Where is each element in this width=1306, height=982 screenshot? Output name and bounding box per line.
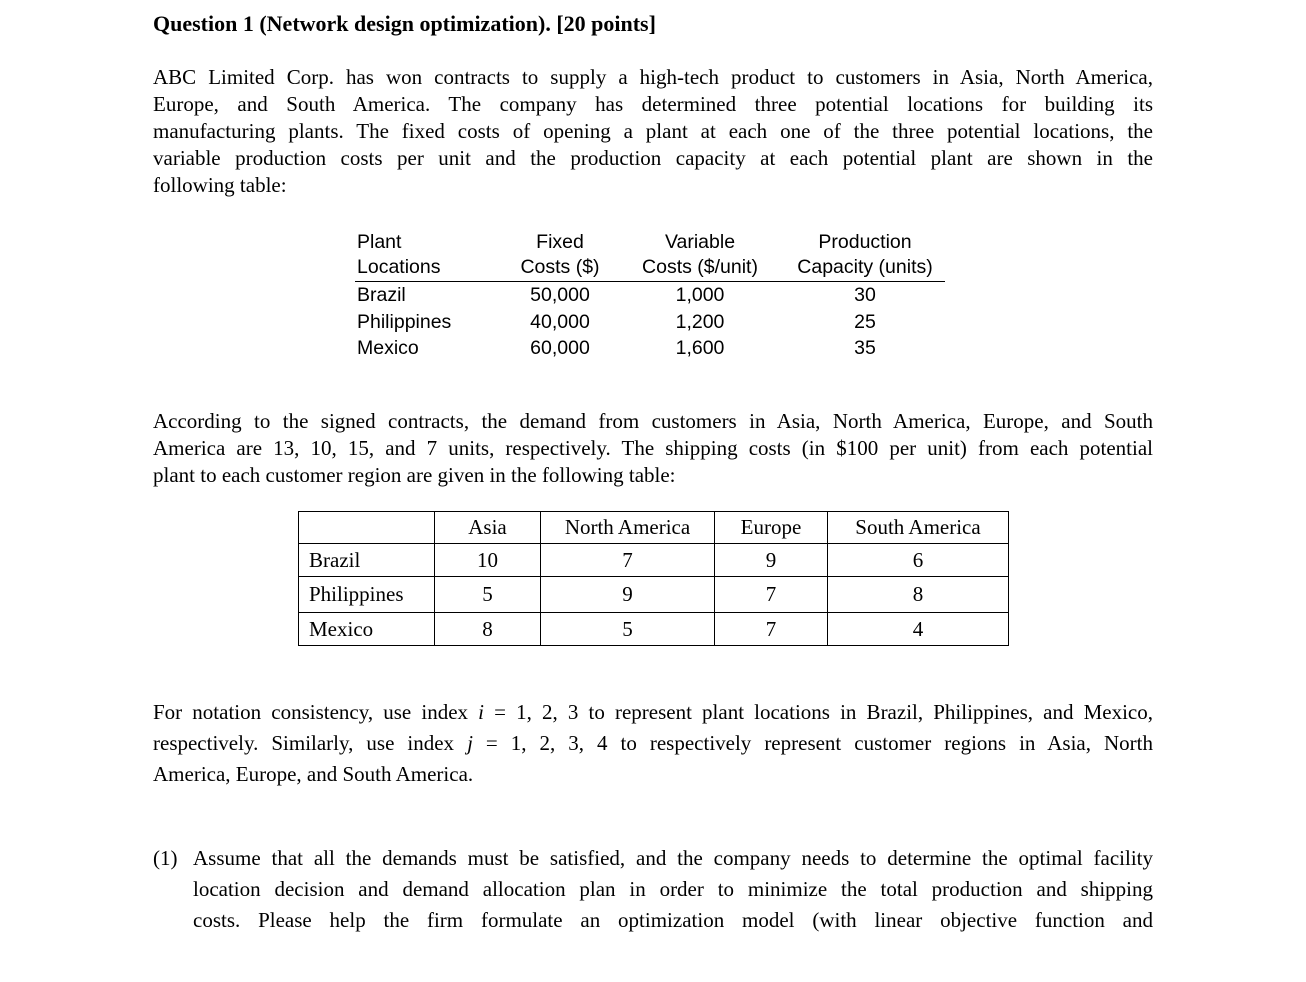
cell: Philippines [299, 577, 435, 613]
text-line: plant to each customer region are given in the following table: [153, 463, 676, 487]
cell: 30 [854, 284, 876, 306]
header-cell: Production [818, 231, 912, 253]
text-line: Europe, and South America. The company has determined three potential locations for building its [153, 92, 1153, 116]
cell: 7 [715, 577, 828, 613]
cell: 9 [715, 544, 828, 577]
cell: 50,000 [530, 284, 590, 306]
cell: 25 [854, 310, 876, 333]
cell: Brazil [357, 284, 406, 306]
text-line: Assume that all the demands must be satisfied, and the company needs to determine the optimal facility [193, 846, 1153, 870]
table-row [355, 335, 945, 362]
cell: 1,600 [675, 337, 725, 359]
text-line: following table: [153, 173, 287, 197]
text-line: America, Europe, and South America. [153, 762, 474, 786]
table-row [299, 577, 1009, 613]
cell: 60,000 [530, 337, 590, 359]
table-row [355, 309, 945, 336]
cell: 4 [828, 613, 1009, 646]
plant-table-header-row-2 [355, 255, 945, 282]
cell: 6 [828, 544, 1009, 577]
cell: 8 [828, 577, 1009, 613]
plant-table [355, 230, 945, 362]
header-cell [299, 512, 435, 544]
header-cell: Variable [664, 231, 736, 253]
text-line: location decision and demand allocation plan in order to minimize the total production and shipping [193, 877, 1153, 901]
cell: 5 [435, 577, 541, 613]
cell: 40,000 [530, 310, 590, 333]
header-cell: Capacity (units) [797, 256, 933, 278]
subquestion-number: (1) [153, 846, 178, 870]
cell: Philippines [357, 310, 452, 333]
header-cell: North America [541, 512, 715, 544]
table-row [299, 544, 1009, 577]
cell: Mexico [357, 337, 419, 359]
text-line [153, 728, 1153, 759]
header-cell: Asia [435, 512, 541, 544]
cell: 35 [854, 337, 876, 359]
index-i: i [478, 700, 484, 724]
header-cell: Locations [357, 256, 441, 278]
text: = 1, 2, 3 to represent plant locations in Brazil, Philippines, and Mexico, [484, 700, 1153, 724]
text: respectively. Similarly, use index [153, 731, 468, 755]
index-j: j [467, 731, 473, 755]
cell: Brazil [299, 544, 435, 577]
text-line: ABC Limited Corp. has won contracts to supply a high-tech product to customers in Asia, North America, [153, 65, 1153, 89]
cell: 7 [541, 544, 715, 577]
text-line: According to the signed contracts, the demand from customers in Asia, North America, Europe, and South [153, 409, 1153, 433]
cell: 9 [541, 577, 715, 613]
table-row [299, 613, 1009, 646]
header-cell: Costs ($/unit) [642, 256, 758, 278]
text-line: variable production costs per unit and the production capacity at each potential plant are shown in the [153, 146, 1153, 170]
cell: 8 [435, 613, 541, 646]
question-title: Question 1 (Network design optimization). [20 points] [153, 11, 656, 36]
cell: 1,200 [675, 310, 725, 333]
text: = 1, 2, 3, 4 to respectively represent customer regions in Asia, North [472, 731, 1153, 755]
table-header-row [299, 512, 1009, 544]
text-line: America are 13, 10, 15, and 7 units, respectively. The shipping costs (in $100 per unit) from each potential [153, 436, 1153, 460]
table-row [355, 282, 945, 309]
cell: 1,000 [675, 284, 725, 306]
text: For notation consistency, use index [153, 700, 479, 724]
plant-table-header-row-1 [355, 230, 945, 255]
demand-paragraph [153, 408, 1153, 489]
cell: Mexico [299, 613, 435, 646]
notation-paragraph [153, 697, 1153, 790]
subquestion-text [193, 843, 1153, 936]
cell: 7 [715, 613, 828, 646]
intro-paragraph [153, 64, 1153, 199]
header-cell: Plant [357, 231, 402, 253]
shipping-cost-table [298, 511, 1009, 646]
header-cell: South America [828, 512, 1009, 544]
header-cell: Europe [715, 512, 828, 544]
text-line: manufacturing plants. The fixed costs of opening a plant at each one of the three potential locations, the [153, 119, 1153, 143]
header-cell: Fixed [536, 231, 584, 253]
header-cell: Costs ($) [520, 256, 600, 278]
text-line: costs. Please help the firm formulate an optimization model (with linear objective function and [193, 908, 1153, 932]
text-line [153, 697, 1153, 728]
cell: 10 [435, 544, 541, 577]
cell: 5 [541, 613, 715, 646]
